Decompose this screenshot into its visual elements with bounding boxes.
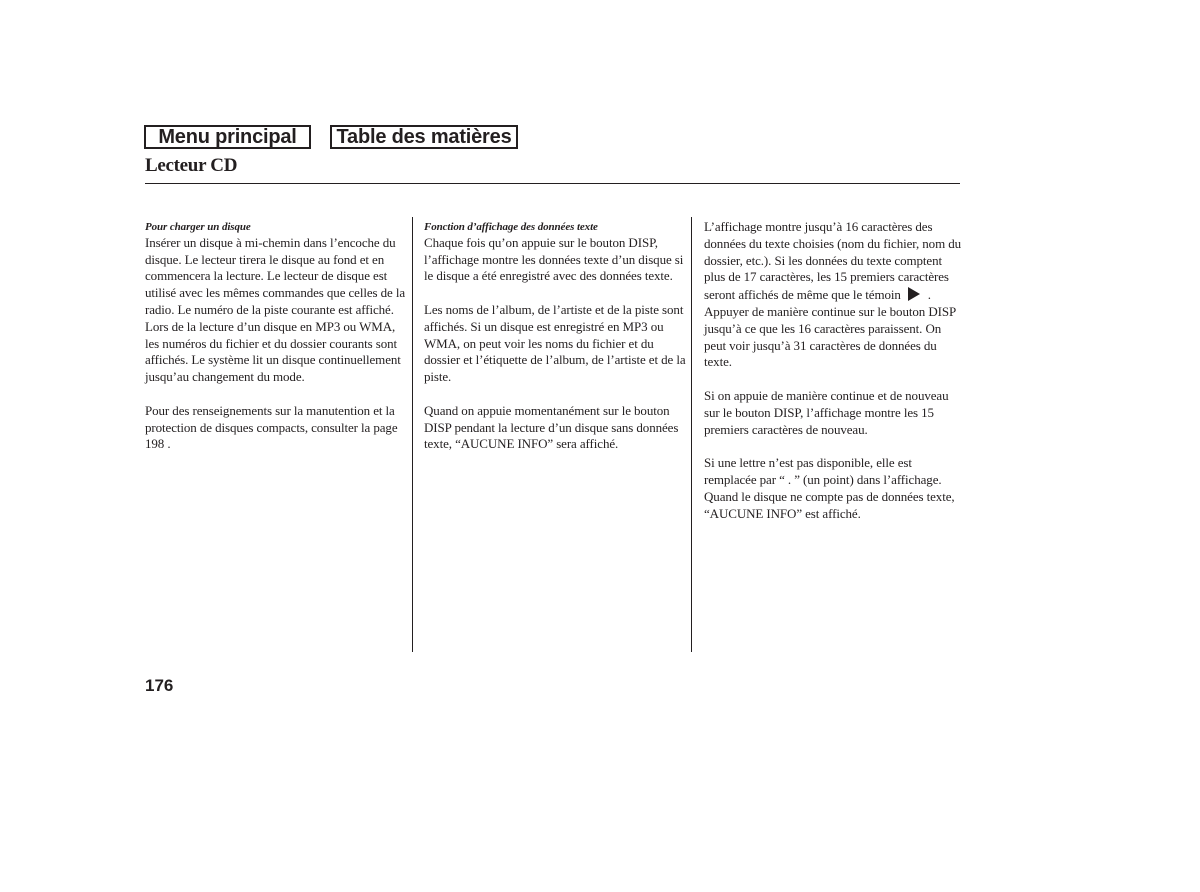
paragraph-disc-care: Pour des renseignements sur la manutention et la protection de disques compacts, consulter la page 198 .	[145, 402, 398, 452]
paragraph-no-info: Quand on appuie momentanément sur le bouton DISP pendant la lecture d’un disque sans données texte, “AUCUNE INFO” sera affiché.	[424, 402, 679, 452]
paragraph-load-disc: Insérer un disque à mi-chemin dans l’encoche du disque. Le lecteur tirera le disque au fond et en commencera la lecture. Le lecteur de disque est utilisé avec les mêmes commandes que celles de la radio. Le numéro de la piste courante est affiché. Lors de la lecture d’un disque en MP3 ou WMA, les numéros du fichier et du dossier courants sont affichés. Le système lit un disque continuellement jusqu’au changement du mode.	[145, 234, 406, 385]
section-heading-load-disc: Pour charger un disque	[145, 221, 251, 233]
paragraph-disp-again: Si on appuie de manière continue et de nouveau sur le bouton DISP, l’affichage montre les 15 premiers caractères de nouveau.	[704, 387, 949, 437]
paragraph-character-limit	[704, 219, 966, 371]
column-right	[704, 219, 966, 539]
section-heading-text-display: Fonction d’affichage des données texte	[424, 221, 598, 233]
paragraph-album-artist-track: Les noms de l’album, de l’artiste et de la piste sont affichés. Si un disque est enregistré en MP3 ou WMA, on peut voir les noms du fichier et du dossier et l’étiquette de l’album, de l’artiste et de la piste.	[424, 301, 686, 385]
paragraph-character-limit-end: . Appuyer de manière continue sur le bouton DISP jusqu’à ce que les 16 caractères paraissent. On peut voir jusqu’à 31 caractères de données du texte.	[704, 287, 956, 370]
page-number: 176	[145, 676, 174, 695]
main-menu-button[interactable]: Menu principal	[144, 125, 311, 149]
paragraph-disp-button: Chaque fois qu’on appuie sur le bouton DISP, l’affichage montre les données texte d’un disque si le disque a été enregistré avec des données texte.	[424, 234, 684, 284]
paragraph-unavailable-letter: Si une lettre n’est pas disponible, elle est remplacée par “ . ” (un point) dans l’affichage. Quand le disque ne compte pas de données texte, “AUCUNE INFO” est affiché.	[704, 455, 955, 521]
table-of-contents-button[interactable]: Table des matières	[330, 125, 518, 149]
column-divider-right	[691, 217, 692, 652]
header-divider	[145, 183, 960, 184]
column-left	[145, 219, 407, 470]
paragraph-character-limit-start: L’affichage montre jusqu’à 16 caractères des données du texte choisies (nom du fichier, nom du dossier, etc.). Si les données du texte comptent plus de 17 caractères, les 15 premiers caractères seront affichés de même que le témoin	[704, 219, 962, 303]
play-triangle-icon	[907, 286, 921, 302]
column-divider-left	[412, 217, 413, 652]
column-middle	[424, 219, 686, 470]
page-title: Lecteur CD	[145, 155, 238, 176]
